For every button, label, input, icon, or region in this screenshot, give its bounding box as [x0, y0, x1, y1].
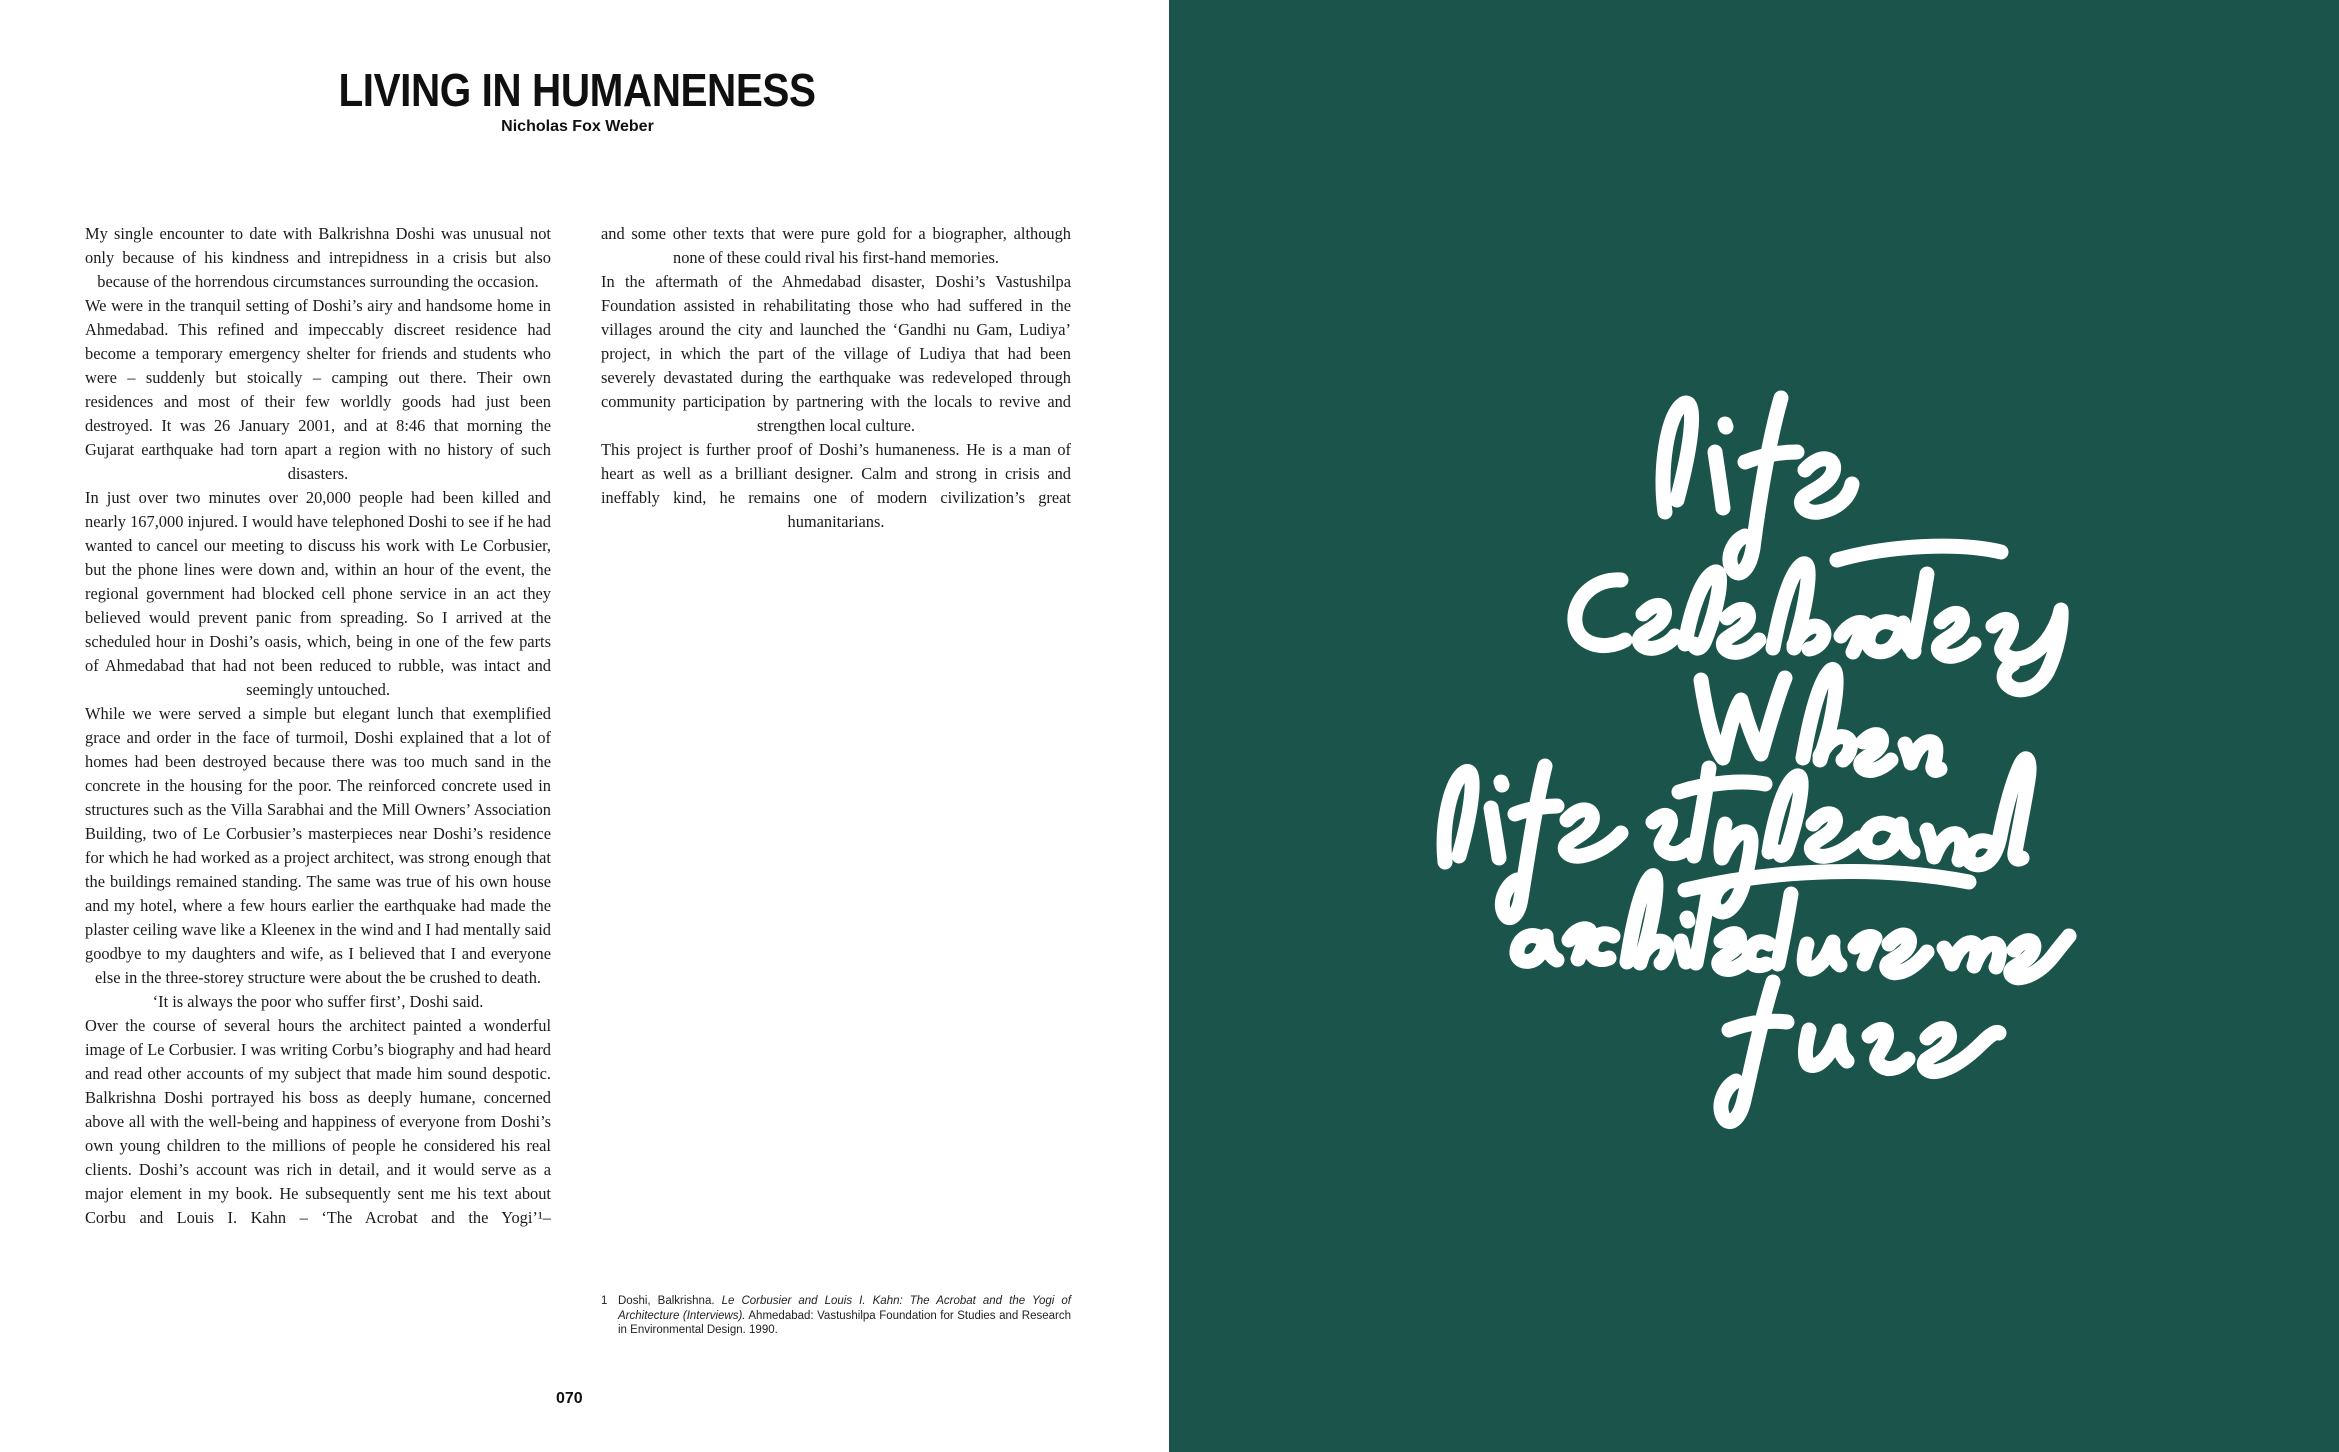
right-page-green-panel	[1169, 0, 2339, 1452]
author-byline: Nicholas Fox Weber	[501, 118, 654, 135]
handwritten-quote	[1169, 0, 2339, 1452]
footnote-text-post: Ahmedabad: Vastushilpa Foundation for Studies and Research in Environmental Design. 1990.	[618, 1309, 1071, 1336]
title-block	[85, 64, 1070, 136]
body-paragraph: While we were served a simple but elegant lunch that exemplified grace and order in the face of turmoil, Doshi explained that a lot of homes had been destroyed because there was too much sand in the concrete in the housing for the poor. The reinforced concrete used in structures such as the Villa Sarabhai and the Mill Owners’ Association Building, two of Le Corbusier’s masterpieces near Doshi’s residence for which he had worked as a project architect, was strong enough that the buildings remained standing. The same was true of his own house and my hotel, where a few hours earlier the earthquake had made the plaster ceiling wave like a Kleenex in the wind and I had mentally said goodbye to my daughters and wife, as I believed that I and everyone else in the three-storey structure were about the be crushed to death.	[85, 704, 551, 987]
footnote-text	[618, 1294, 1071, 1338]
page-number: 070	[556, 1390, 583, 1407]
body-paragraph: This project is further proof of Doshi’s humaneness. He is a man of heart as well as a brilliant designer. Calm and strong in crisis and ineffably kind, he remains one of modern civilization’s great humanitarians.	[601, 440, 1071, 531]
body-paragraph: and some other texts that were pure gold for a biographer, although none of these could rival his first-hand memories.	[601, 224, 1071, 267]
footnote-text-pre: Doshi, Balkrishna.	[618, 1295, 722, 1307]
body-paragraph: My single encounter to date with Balkrishna Doshi was unusual not only because of his kindness and intrepidness in a crisis but also because of the horrendous circumstances surrounding the occasion.	[85, 224, 551, 291]
body-paragraph: Over the course of several hours the architect painted a wonderful image of Le Corbusier. I was writing Corbu’s biography and had heard and read other accounts of my subject that made him sound despotic. Balkrishna Doshi portrayed his boss as deeply humane, concerned above all with the well-being and happiness of everyone from Doshi’s own young children to the millions of people he considered his real clients. Doshi’s account was rich in detail, and it would serve as a major element in my book. He subsequently sent me his text about Corbu and Louis I. Kahn – ‘The Acrobat and the Yogi’¹–	[85, 1016, 551, 1227]
footnote	[601, 1294, 1071, 1338]
body-paragraph: We were in the tranquil setting of Doshi’s airy and handsome home in Ahmedabad. This refined and impeccably discreet residence had become a temporary emergency shelter for friends and students who were – suddenly but stoically – camping out there. Their own residences and most of their few worldly goods had just been destroyed. It was 26 January 2001, and at 8:46 that morning the Gujarat earthquake had torn apart a region with no history of such disasters.	[85, 296, 551, 483]
page-title: LIVING IN HUMANENESS	[338, 64, 816, 116]
body-paragraph: In the aftermath of the Ahmedabad disaster, Doshi’s Vastushilpa Foundation assisted in rehabilitating those who had suffered in the villages around the city and launched the ‘Gandhi nu Gam, Ludiya’ project, in which the part of the village of Ludiya that had been severely devastated during the earthquake was redeveloped through community participation by partnering with the locals to revive and strengthen local culture.	[601, 272, 1071, 435]
footnote-citation-italic: Le Corbusier and Louis I. Kahn: The Acrobat and the Yogi of Architecture (Interviews).	[618, 1295, 1072, 1322]
body-paragraph: In just over two minutes over 20,000 people had been killed and nearly 167,000 injured. I would have telephoned Doshi to see if he had wanted to cancel our meeting to discuss his work with Le Corbusier, but the phone lines were down and, within an hour of the event, the regional government had blocked cell phone service in an act they believed would prevent panic from spreading. So I arrived at the scheduled hour in Doshi’s oasis, which, being in one of the few parts of Ahmedabad that had not been reduced to rubble, was intact and seemingly untouched.	[85, 488, 551, 699]
text-column-1	[85, 222, 551, 1230]
body-paragraph-quote: ‘It is always the poor who suffer first’, Doshi said.	[152, 992, 484, 1011]
text-column-2	[601, 222, 1071, 534]
left-page	[0, 0, 1169, 1452]
footnote-marker: 1	[601, 1295, 608, 1307]
